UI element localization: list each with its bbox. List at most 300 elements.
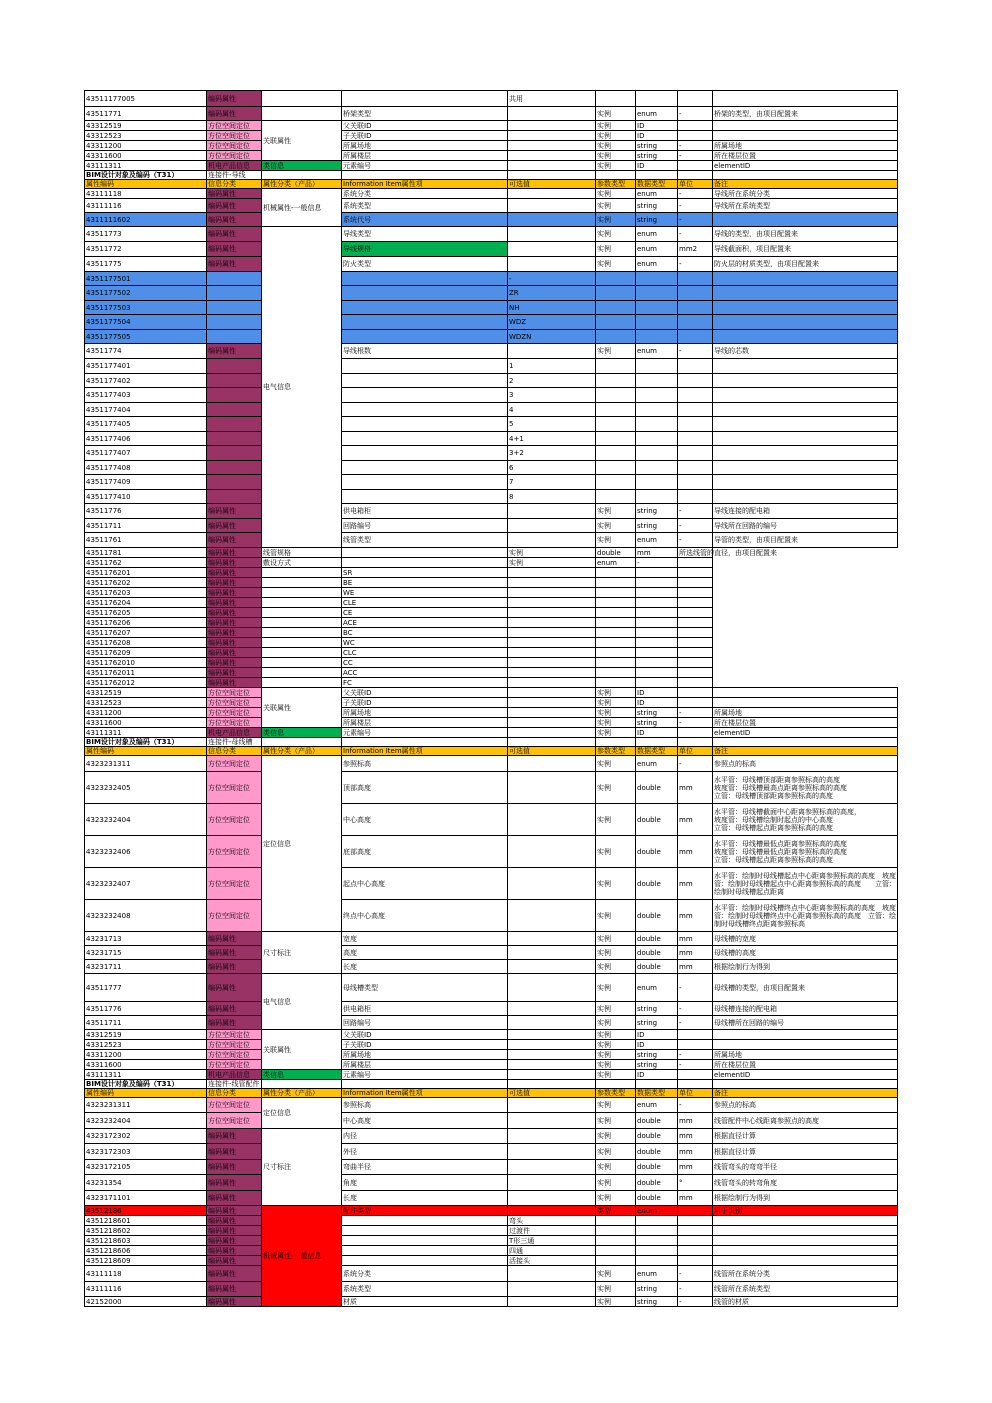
attr-group-cell: [262, 568, 342, 578]
option-value-cell: [508, 141, 596, 151]
info-category-cell: 编码属性: [207, 1191, 262, 1206]
option-value-cell: [508, 836, 596, 868]
param-type-cell: 实例: [596, 960, 636, 974]
table-row: [85, 161, 898, 171]
unit-cell: [678, 658, 713, 668]
attr-code-cell: 4323232404: [85, 1113, 207, 1129]
option-value-cell: [508, 171, 596, 180]
param-type-cell: 实例: [596, 900, 636, 932]
table-row: [85, 836, 898, 868]
remark-cell: 线管配件中心线距离参照点的高度: [713, 1113, 898, 1129]
option-value-cell: [508, 1206, 596, 1216]
attr-code-cell: 4351177404: [85, 403, 207, 417]
table-row: [85, 490, 898, 504]
data-type-cell: [636, 374, 678, 388]
table-row: [85, 1160, 898, 1175]
param-type-cell: 实例: [596, 1060, 636, 1070]
info-category-cell: 编码属性: [207, 568, 262, 578]
attr-code-cell: 43111118: [85, 1266, 207, 1282]
option-value-cell: [508, 1070, 596, 1080]
table-row: [85, 1175, 898, 1191]
info-item-cell: 长度: [342, 1191, 508, 1206]
attr-group-cell: 机械属性-一般信息: [262, 1206, 342, 1307]
remark-cell: [713, 1030, 898, 1040]
param-type-cell: [596, 417, 636, 432]
remark-cell: 母线槽的宽度: [713, 932, 898, 946]
unit-cell: mm: [678, 1191, 713, 1206]
info-item-cell: 导线规格: [342, 242, 508, 257]
param-type-cell: [596, 1256, 636, 1266]
attr-code-cell: 43511776: [85, 504, 207, 519]
attr-code-cell: 属性编码: [85, 1089, 207, 1098]
param-type-cell: [596, 91, 636, 107]
table-row: [85, 121, 898, 131]
attr-code-cell: 43111311: [85, 161, 207, 171]
attr-code-cell: 4323171101: [85, 1191, 207, 1206]
info-item-cell: 子关联ID: [342, 131, 508, 141]
remark-cell: [713, 374, 898, 388]
remark-cell: 线管的材质: [713, 1297, 898, 1307]
attr-group-cell: [262, 578, 342, 588]
data-type-cell: double: [636, 772, 678, 804]
remark-cell: [713, 1080, 898, 1089]
attr-code-cell: 43111311: [85, 728, 207, 738]
data-type-cell: [636, 638, 678, 648]
info-item-cell: 子关联ID: [342, 698, 508, 708]
remark-cell: [713, 432, 898, 446]
unit-cell: -: [678, 199, 713, 213]
unit-cell: mm: [678, 836, 713, 868]
attr-group-cell: [262, 1080, 342, 1089]
table-row: [85, 1060, 898, 1070]
unit-cell: mm: [678, 804, 713, 836]
attr-code-cell: 4351177505: [85, 330, 207, 344]
attr-code-cell: 43311200: [85, 1050, 207, 1060]
param-type-cell: [596, 359, 636, 374]
data-type-cell: enum: [636, 974, 678, 1002]
info-category-cell: 方位空间定位: [207, 1040, 262, 1050]
unit-cell: mm: [678, 932, 713, 946]
info-item-cell: 元素编号: [342, 1070, 508, 1080]
remark-cell: [713, 315, 898, 330]
table-row: [85, 1129, 898, 1144]
table-row: [85, 718, 898, 728]
data-type-cell: enum: [636, 242, 678, 257]
info-item-cell: [342, 301, 508, 315]
table-row: [85, 558, 898, 568]
info-category-cell: 编码属性: [207, 1002, 262, 1016]
option-value-cell: [508, 678, 596, 688]
info-item-cell: Information Item属性项: [342, 180, 508, 189]
attr-group-cell: 电气信息: [262, 227, 342, 548]
unit-cell: 单位: [678, 1089, 713, 1098]
param-type-cell: 实例: [596, 1098, 636, 1113]
info-category-cell: 编码属性: [207, 1282, 262, 1297]
info-category-cell: [207, 374, 262, 388]
table-row: [85, 403, 898, 417]
attr-code-cell: 4323172303: [85, 1144, 207, 1160]
info-item-cell: [342, 446, 508, 461]
attr-group-cell: [262, 638, 342, 648]
info-item-cell: 底部高度: [342, 836, 508, 868]
attr-group-cell: 敷设方式: [262, 558, 342, 568]
remark-cell: [713, 475, 898, 490]
info-category-cell: [207, 301, 262, 315]
remark-cell: [713, 738, 898, 747]
info-item-cell: [342, 388, 508, 403]
info-category-cell: 方位空间定位: [207, 1098, 262, 1113]
param-type-cell: 实例: [596, 1297, 636, 1307]
unit-cell: -: [678, 213, 713, 227]
unit-cell: -: [678, 718, 713, 728]
remark-cell: 所在楼层位置: [713, 1060, 898, 1070]
unit-cell: 单位: [678, 747, 713, 756]
data-type-cell: [636, 618, 678, 628]
table-row: [85, 588, 898, 598]
remark-cell: 线管所在系统分类: [713, 1266, 898, 1282]
unit-cell: -: [678, 227, 713, 242]
data-type-cell: [636, 475, 678, 490]
info-category-cell: 编码属性: [207, 1206, 262, 1216]
info-item-cell: [342, 359, 508, 374]
option-value-cell: [508, 1098, 596, 1113]
attr-code-cell: 4351218601: [85, 1216, 207, 1226]
info-category-cell: 连接件-母线槽: [207, 738, 262, 747]
data-type-cell: [636, 432, 678, 446]
param-type-cell: 实例: [596, 1175, 636, 1191]
unit-cell: -: [678, 519, 713, 533]
unit-cell: -: [678, 1098, 713, 1113]
info-item-cell: [342, 461, 508, 475]
remark-cell: [713, 1246, 898, 1256]
unit-cell: [678, 568, 713, 578]
option-value-cell: [508, 708, 596, 718]
info-item-cell: 系统分类: [342, 1266, 508, 1282]
param-type-cell: 实例: [596, 1002, 636, 1016]
option-value-cell: [508, 756, 596, 772]
remark-cell: 线管弯头的转弯角度: [713, 1175, 898, 1191]
option-value-cell: [508, 578, 596, 588]
data-type-cell: string: [636, 708, 678, 718]
table-row: [85, 107, 898, 121]
data-type-cell: string: [636, 1002, 678, 1016]
data-type-cell: string: [636, 1297, 678, 1307]
remark-cell: 根据绘制行为得到: [713, 960, 898, 974]
option-value-cell: 共用: [508, 91, 596, 107]
info-category-cell: 编码属性: [207, 1246, 262, 1256]
data-type-cell: [636, 286, 678, 301]
remark-cell: 导线所在系统分类: [713, 189, 898, 199]
info-item-cell: [342, 548, 508, 558]
data-type-cell: string: [636, 718, 678, 728]
unit-cell: 单位: [678, 180, 713, 189]
table-row: [85, 151, 898, 161]
remark-cell: [713, 121, 898, 131]
table-row: [85, 738, 898, 747]
info-item-cell: 终点中心高度: [342, 900, 508, 932]
info-item-cell: 系统类型: [342, 1282, 508, 1297]
table-row: [85, 578, 898, 588]
info-category-cell: 编码属性: [207, 1129, 262, 1144]
info-item-cell: CLE: [342, 598, 508, 608]
unit-cell: mm: [678, 772, 713, 804]
info-item-cell: ACE: [342, 618, 508, 628]
attr-code-cell: 43111116: [85, 199, 207, 213]
param-type-cell: [596, 330, 636, 344]
attr-code-cell: 4351176209: [85, 648, 207, 658]
option-value-cell: 4: [508, 403, 596, 417]
option-value-cell: [508, 1050, 596, 1060]
info-category-cell: 方位空间定位: [207, 772, 262, 804]
data-type-cell: enum: [636, 1266, 678, 1282]
param-type-cell: 类型: [596, 1206, 636, 1216]
attr-code-cell: 属性编码: [85, 747, 207, 756]
attr-code-cell: 43312519: [85, 121, 207, 131]
info-item-cell: 配件类型: [342, 1206, 508, 1216]
remark-cell: 备注: [713, 747, 898, 756]
unit-cell: mm: [678, 960, 713, 974]
info-category-cell: 方位空间定位: [207, 900, 262, 932]
remark-cell: [713, 91, 898, 107]
attr-code-cell: 43511772: [85, 242, 207, 257]
info-item-cell: [342, 374, 508, 388]
data-type-cell: ID: [636, 1070, 678, 1080]
data-type-cell: [636, 648, 678, 658]
attr-group-cell: [262, 171, 342, 180]
param-type-cell: [596, 1236, 636, 1246]
unit-cell: [678, 648, 713, 658]
param-type-cell: 参数类型: [596, 1089, 636, 1098]
remark-cell: 水平管：母线槽截面中心距离参照标高的高度， 坡度管：母线槽绘制时起点的中心高度 立管：母线槽起点距离参照标高的高度: [713, 804, 898, 836]
param-type-cell: [596, 568, 636, 578]
info-category-cell: 编码属性: [207, 1175, 262, 1191]
info-category-cell: [207, 315, 262, 330]
attr-code-cell: 4351218603: [85, 1236, 207, 1246]
param-type-cell: [596, 461, 636, 475]
table-row: [85, 1080, 898, 1089]
table-row: [85, 475, 898, 490]
info-item-cell: WC: [342, 638, 508, 648]
data-type-cell: ID: [636, 688, 678, 698]
table-row: [85, 213, 898, 227]
info-category-cell: 编码属性: [207, 504, 262, 519]
option-value-cell: [508, 648, 596, 658]
attr-group-cell: [262, 618, 342, 628]
info-item-cell: 参照标高: [342, 1098, 508, 1113]
unit-cell: -: [678, 533, 713, 548]
attr-code-cell: 4323172302: [85, 1129, 207, 1144]
option-value-cell: [508, 698, 596, 708]
data-type-cell: 数据类型: [636, 1089, 678, 1098]
info-item-cell: [342, 417, 508, 432]
info-item-cell: 所属场地: [342, 708, 508, 718]
attr-code-cell: 4311111602: [85, 213, 207, 227]
param-type-cell: [596, 1080, 636, 1089]
unit-cell: -: [678, 107, 713, 121]
attr-code-cell: 4351177409: [85, 475, 207, 490]
data-type-cell: enum: [636, 1098, 678, 1113]
remark-cell: [713, 213, 898, 227]
info-item-cell: 父关联ID: [342, 1030, 508, 1040]
option-value-cell: 实例: [508, 558, 596, 568]
table-row: [85, 1098, 898, 1113]
attr-group-cell: 属性分类（产品）: [262, 747, 342, 756]
param-type-cell: 实例: [596, 868, 636, 900]
data-type-cell: enum: [636, 227, 678, 242]
info-item-cell: [342, 432, 508, 446]
attr-code-cell: 43231711: [85, 960, 207, 974]
info-category-cell: [207, 272, 262, 286]
info-category-cell: 编码属性: [207, 598, 262, 608]
attr-code-cell: 4323231311: [85, 1098, 207, 1113]
data-type-cell: [636, 359, 678, 374]
remark-cell: 母线槽所在回路的编号: [713, 1016, 898, 1030]
info-category-cell: [207, 286, 262, 301]
attr-group-cell: [262, 668, 342, 678]
param-type-cell: 实例: [596, 131, 636, 141]
param-type-cell: 实例: [596, 688, 636, 698]
remark-cell: [713, 490, 898, 504]
option-value-cell: [508, 1113, 596, 1129]
remark-cell: 所属场地: [713, 708, 898, 718]
data-type-cell: [636, 598, 678, 608]
attr-code-cell: 4323232405: [85, 772, 207, 804]
info-item-cell: 系统代号: [342, 213, 508, 227]
remark-cell: 母线槽的类型，由项目配置来: [713, 974, 898, 1002]
unit-cell: -: [678, 1266, 713, 1282]
param-type-cell: 实例: [596, 344, 636, 359]
option-value-cell: [508, 1191, 596, 1206]
param-type-cell: [596, 608, 636, 618]
table-row: [85, 1030, 898, 1040]
option-value-cell: [508, 718, 596, 728]
option-value-cell: [508, 533, 596, 548]
table-row: [85, 668, 898, 678]
data-type-cell: [636, 588, 678, 598]
data-type-cell: -: [636, 558, 678, 568]
option-value-cell: [508, 960, 596, 974]
info-item-cell: 角度: [342, 1175, 508, 1191]
info-item-cell: [342, 475, 508, 490]
table-row: [85, 932, 898, 946]
info-item-cell: 父关联ID: [342, 688, 508, 698]
info-category-cell: 编码属性: [207, 519, 262, 533]
attr-code-cell: 43311600: [85, 718, 207, 728]
info-item-cell: FC: [342, 678, 508, 688]
info-item-cell: 线管类型: [342, 533, 508, 548]
data-type-cell: 数据类型: [636, 747, 678, 756]
table-row: [85, 648, 898, 658]
attr-group-cell: 类信息: [262, 161, 342, 171]
remark-cell: [713, 698, 898, 708]
data-type-cell: [636, 658, 678, 668]
unit-cell: [678, 359, 713, 374]
param-type-cell: [596, 658, 636, 668]
info-item-cell: [342, 1080, 508, 1089]
info-category-cell: 编码属性: [207, 257, 262, 272]
info-item-cell: 防火类型: [342, 257, 508, 272]
option-value-cell: 可选值: [508, 747, 596, 756]
param-type-cell: 实例: [596, 213, 636, 227]
info-category-cell: 方位空间定位: [207, 688, 262, 698]
param-type-cell: [596, 272, 636, 286]
attr-code-cell: 4351177402: [85, 374, 207, 388]
info-category-cell: [207, 417, 262, 432]
info-item-cell: 所属楼层: [342, 1060, 508, 1070]
option-value-cell: 活接头: [508, 1256, 596, 1266]
param-type-cell: [596, 490, 636, 504]
remark-cell: 母线槽的高度: [713, 946, 898, 960]
data-type-cell: double: [636, 946, 678, 960]
option-value-cell: [508, 974, 596, 1002]
param-type-cell: 实例: [596, 1266, 636, 1282]
unit-cell: mm: [678, 946, 713, 960]
table-row: [85, 1256, 898, 1266]
unit-cell: mm: [678, 1160, 713, 1175]
remark-cell: [713, 1216, 898, 1226]
option-value-cell: [508, 1282, 596, 1297]
table-row: [85, 1002, 898, 1016]
info-item-cell: Information Item属性项: [342, 1089, 508, 1098]
unit-cell: [678, 1070, 713, 1080]
attr-code-cell: 4351218602: [85, 1226, 207, 1236]
info-category-cell: 编码属性: [207, 638, 262, 648]
attr-group-cell: 电气信息: [262, 974, 342, 1030]
unit-cell: mm: [678, 1129, 713, 1144]
info-category-cell: 编码属性: [207, 344, 262, 359]
info-category-cell: [207, 432, 262, 446]
option-value-cell: [508, 618, 596, 628]
option-value-cell: 3+2: [508, 446, 596, 461]
table-row: [85, 1040, 898, 1050]
attr-code-cell: 属性编码: [85, 180, 207, 189]
option-value-cell: [508, 151, 596, 161]
param-type-cell: [596, 171, 636, 180]
attr-code-cell: 43511761: [85, 533, 207, 548]
table-row: [85, 1282, 898, 1297]
attr-code-cell: 43312523: [85, 131, 207, 141]
remark-cell: 参照点的标高: [713, 756, 898, 772]
remark-cell: 导线的类型，由项目配置来: [713, 227, 898, 242]
remark-cell: [713, 359, 898, 374]
info-item-cell: WE: [342, 588, 508, 598]
unit-cell: [678, 417, 713, 432]
data-type-cell: [636, 578, 678, 588]
unit-cell: 所选线管的直径，由项目配置来: [679, 548, 777, 557]
info-item-cell: 系统类型: [342, 199, 508, 213]
option-value-cell: 5: [508, 417, 596, 432]
remark-cell: [713, 286, 898, 301]
table-row: [85, 330, 898, 344]
option-value-cell: [508, 161, 596, 171]
option-value-cell: [508, 588, 596, 598]
attr-group-cell: [262, 588, 342, 598]
attr-code-cell: BIM设计对象及编码（T31）: [85, 1080, 207, 1089]
info-category-cell: 方位空间定位: [207, 698, 262, 708]
remark-cell: [713, 301, 898, 315]
param-type-cell: [596, 315, 636, 330]
info-category-cell: 方位空间定位: [207, 804, 262, 836]
table-row: [85, 756, 898, 772]
data-type-cell: enum: [636, 257, 678, 272]
param-type-cell: [596, 446, 636, 461]
remark-cell: [713, 272, 898, 286]
attr-code-cell: 4351177408: [85, 461, 207, 475]
param-type-cell: [596, 578, 636, 588]
info-category-cell: 编码属性: [207, 578, 262, 588]
info-category-cell: 编码属性: [207, 618, 262, 628]
data-type-cell: [636, 388, 678, 403]
